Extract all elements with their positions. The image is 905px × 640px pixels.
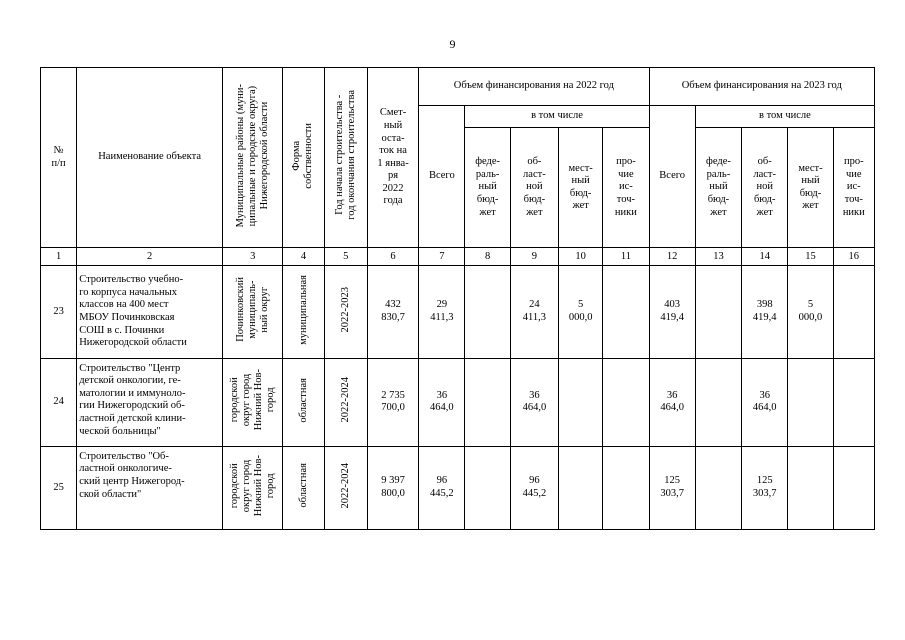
total-2023: 125 303,7 (649, 446, 695, 529)
other-2023 (833, 446, 874, 529)
col-number: 15 (788, 248, 833, 266)
col-number: 4 (283, 248, 324, 266)
estimate-value: 2 735 700,0 (367, 358, 418, 446)
row-num: 24 (41, 358, 77, 446)
other-2023 (833, 266, 874, 358)
header-fin2023: Объем финансирования на 2023 год (649, 68, 874, 106)
page-number: 9 (449, 37, 456, 51)
district-cell (223, 358, 283, 446)
table-row (41, 446, 875, 529)
row-num: 25 (41, 446, 77, 529)
col-number: 2 (77, 248, 223, 266)
federal-2022 (465, 266, 510, 358)
col-number: 9 (510, 248, 558, 266)
district: городской округ город Нижний Нов- город (228, 369, 276, 431)
col-number: 11 (603, 248, 649, 266)
col-number: 6 (367, 248, 418, 266)
header-ownership: Форма собственности (291, 122, 315, 189)
local-2022 (559, 358, 603, 446)
header-local-2023: мест- ный бюд- жет (788, 128, 833, 248)
years-cell (324, 266, 367, 358)
total-2022: 36 464,0 (419, 358, 465, 446)
ownership-cell (283, 358, 324, 446)
header-federal-2023: феде- раль- ный бюд- жет (695, 128, 741, 248)
header-name: Наименование объекта (77, 68, 223, 248)
other-2022 (603, 446, 649, 529)
header-years-cell (324, 68, 367, 248)
local-2023: 5 000,0 (788, 266, 833, 358)
col-number: 5 (324, 248, 367, 266)
col-number: 3 (223, 248, 283, 266)
financing-table (40, 67, 875, 530)
local-2023 (788, 358, 833, 446)
federal-2023 (695, 446, 741, 529)
ownership: областная (297, 377, 309, 423)
years-cell (324, 358, 367, 446)
years: 2022-2023 (339, 286, 351, 333)
column-numbers-row (41, 248, 875, 266)
estimate-value: 9 397 800,0 (367, 446, 418, 529)
total-2023: 36 464,0 (649, 358, 695, 446)
federal-2022 (465, 358, 510, 446)
district-cell (223, 266, 283, 358)
local-2022: 5 000,0 (559, 266, 603, 358)
district: Починковский муниципаль- ный округ (234, 277, 270, 343)
regional-2022: 36 464,0 (510, 358, 558, 446)
header-ownership-cell (283, 68, 324, 248)
regional-2022: 24 411,3 (510, 266, 558, 358)
header-total-2022: Всего (419, 106, 465, 248)
federal-2022 (465, 446, 510, 529)
header-district-cell (223, 68, 283, 248)
header-other-2023: про- чие ис- точ- ники (833, 128, 874, 248)
total-2022: 96 445,2 (419, 446, 465, 529)
district: городской округ город Нижний Нов- город (228, 454, 276, 517)
header-num: № п/п (41, 68, 77, 248)
other-2023 (833, 358, 874, 446)
col-number: 13 (695, 248, 741, 266)
object-name: Строительство учебно- го корпуса начальных классов на 400 мест МБОУ Починковская СОШ в с. Починки Нижегородской области (77, 266, 223, 358)
header-district: Муниципальные районы (муни- ципальные и городские округа) Нижегородской области (234, 83, 270, 228)
other-2022 (603, 266, 649, 358)
header-including-2022: в том числе (465, 106, 649, 128)
federal-2023 (695, 358, 741, 446)
col-number: 16 (833, 248, 874, 266)
other-2022 (603, 358, 649, 446)
header-regional-2023: об- ласт- ной бюд- жет (742, 128, 788, 248)
total-2023: 403 419,4 (649, 266, 695, 358)
object-name: Строительство "Центр детской онкологии, ге- матологии и иммуноло- гии Нижегородский об- ластной детской клини- ческой больницы" (77, 358, 223, 446)
col-number: 12 (649, 248, 695, 266)
district-cell (223, 446, 283, 529)
ownership: муниципальная (297, 274, 309, 345)
estimate-value: 432 830,7 (367, 266, 418, 358)
table-row (41, 266, 875, 358)
local-2022 (559, 446, 603, 529)
ownership-cell (283, 446, 324, 529)
header-regional-2022: об- ласт- ной бюд- жет (510, 128, 558, 248)
regional-2022: 96 445,2 (510, 446, 558, 529)
regional-2023: 125 303,7 (742, 446, 788, 529)
col-number: 1 (41, 248, 77, 266)
years-cell (324, 446, 367, 529)
years: 2022-2024 (339, 377, 351, 423)
regional-2023: 398 419,4 (742, 266, 788, 358)
header-including-2023: в том числе (695, 106, 874, 128)
years: 2022-2024 (339, 462, 351, 509)
table-row (41, 358, 875, 446)
col-number: 10 (559, 248, 603, 266)
col-number: 14 (742, 248, 788, 266)
local-2023 (788, 446, 833, 529)
federal-2023 (695, 266, 741, 358)
col-number: 8 (465, 248, 510, 266)
header-years: Год начала строительства - год окончания строительства (333, 90, 357, 221)
row-num: 23 (41, 266, 77, 358)
header-local-2022: мест- ный бюд- жет (559, 128, 603, 248)
object-name: Строительство "Об- ластной онкологиче- ский центр Нижегород- ской области" (77, 446, 223, 529)
ownership-cell (283, 266, 324, 358)
header-other-2022: про- чие ис- точ- ники (603, 128, 649, 248)
total-2022: 29 411,3 (419, 266, 465, 358)
header-estimate: Смет- ный оста- ток на 1 янва- ря 2022 года (367, 68, 418, 248)
header-row-1 (41, 68, 875, 106)
header-total-2023: Всего (649, 106, 695, 248)
header-fin2022: Объем финансирования на 2022 год (419, 68, 649, 106)
col-number: 7 (419, 248, 465, 266)
regional-2023: 36 464,0 (742, 358, 788, 446)
header-federal-2022: феде- раль- ный бюд- жет (465, 128, 510, 248)
ownership: областная (297, 463, 309, 508)
